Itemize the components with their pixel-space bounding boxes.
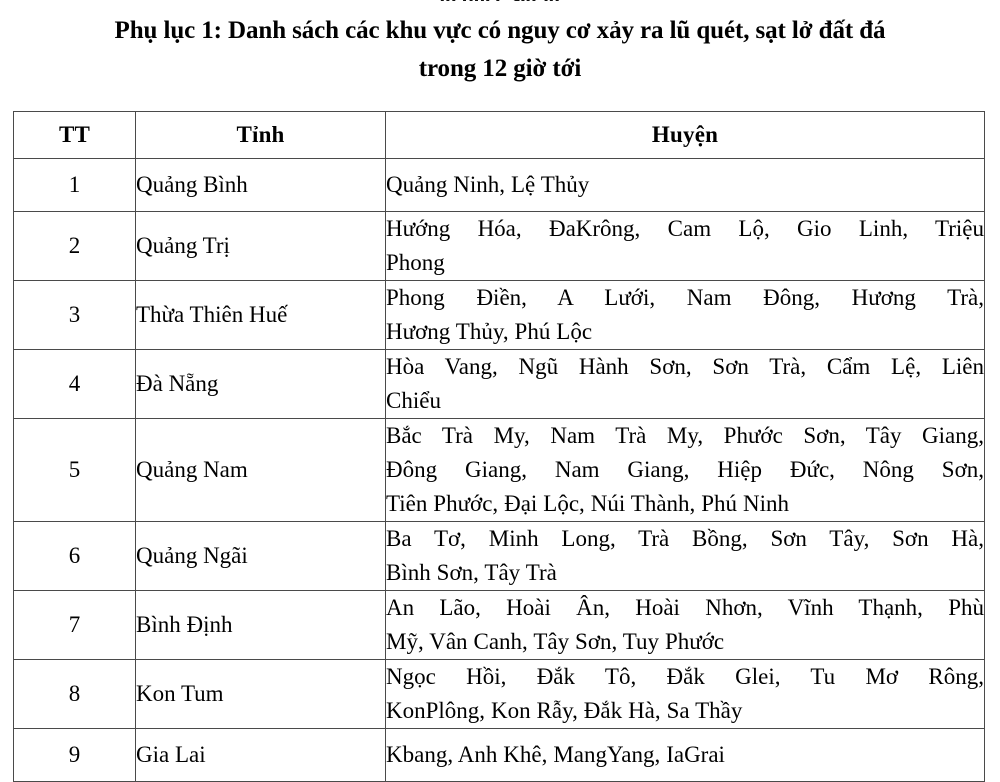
cell-index: 8: [14, 660, 136, 729]
cell-districts-line: Phong Điền, A Lưới, Nam Đông, Hương Trà,: [386, 285, 984, 310]
cell-province: Thừa Thiên Huế: [136, 281, 386, 350]
cell-province: Quảng Nam: [136, 419, 386, 522]
table-row: [14, 729, 985, 782]
cell-districts-line: Hướng Hóa, ĐaKrông, Cam Lộ, Gio Linh, Triệu: [386, 216, 984, 241]
cell-province: Đà Nẵng: [136, 350, 386, 419]
table-row: [14, 281, 985, 350]
cell-districts-line: Ngọc Hồi, Đắk Tô, Đắk Glei, Tu Mơ Rông,: [386, 664, 984, 689]
cell-districts-line: An Lão, Hoài Ân, Hoài Nhơn, Vĩnh Thạnh, Phù: [386, 595, 984, 620]
cell-districts-line: Bình Sơn, Tây Trà: [386, 560, 557, 585]
cell-districts: [386, 281, 985, 350]
table-body: [14, 159, 985, 782]
cell-districts: [386, 522, 985, 591]
risk-area-table: [13, 111, 985, 782]
cell-districts: [386, 660, 985, 729]
cell-index: 1: [14, 159, 136, 212]
page-title: [22, 12, 978, 88]
cell-province: Quảng Ngãi: [136, 522, 386, 591]
cell-province: Bình Định: [136, 591, 386, 660]
cell-districts: [386, 159, 985, 212]
clipped-header-line: [0, 0, 1000, 1]
cell-index: 9: [14, 729, 136, 782]
cell-districts-line: Hòa Vang, Ngũ Hành Sơn, Sơn Trà, Cẩm Lệ, Liên: [386, 354, 984, 379]
table-row: [14, 419, 985, 522]
cell-districts: [386, 729, 985, 782]
table-header: [14, 112, 985, 159]
cell-index: 3: [14, 281, 136, 350]
table-row: [14, 660, 985, 729]
cell-districts-line: Tiên Phước, Đại Lộc, Núi Thành, Phú Ninh: [386, 491, 789, 516]
cell-districts-line: Chiểu: [386, 388, 441, 413]
cell-districts-line: Phong: [386, 250, 445, 275]
cell-districts-line: Hương Thủy, Phú Lộc: [386, 319, 593, 344]
cell-province: Gia Lai: [136, 729, 386, 782]
cell-index: 5: [14, 419, 136, 522]
cell-districts: [386, 212, 985, 281]
cell-districts-line: Quảng Ninh, Lệ Thủy: [386, 172, 590, 197]
risk-table-container: [13, 111, 984, 782]
cell-province: Quảng Bình: [136, 159, 386, 212]
cell-districts-line: Bắc Trà My, Nam Trà My, Phước Sơn, Tây Giang,: [386, 423, 984, 448]
column-header-tt: TT: [14, 112, 136, 159]
cell-index: 2: [14, 212, 136, 281]
page-title-line-2: trong 12 giờ tới: [418, 55, 582, 82]
cell-districts: [386, 591, 985, 660]
cell-index: 6: [14, 522, 136, 591]
cell-index: 4: [14, 350, 136, 419]
table-row: [14, 350, 985, 419]
table-row: [14, 522, 985, 591]
table-row: [14, 159, 985, 212]
table-header-row: [14, 112, 985, 159]
column-header-huyen: Huyện: [386, 112, 985, 159]
cell-districts-line: Đông Giang, Nam Giang, Hiệp Đức, Nông Sơn,: [386, 457, 984, 482]
cell-districts-line: KonPlông, Kon Rẫy, Đắk Hà, Sa Thầy: [386, 698, 743, 723]
cell-districts: [386, 419, 985, 522]
table-row: [14, 212, 985, 281]
cell-province: Quảng Trị: [136, 212, 386, 281]
page-title-line-1: Phụ lục 1: Danh sách các khu vực có nguy cơ xảy ra lũ quét, sạt lở đất đá: [114, 17, 886, 44]
cell-index: 7: [14, 591, 136, 660]
cell-districts-line: Kbang, Anh Khê, MangYang, IaGrai: [386, 742, 725, 767]
table-row: [14, 591, 985, 660]
cell-districts-line: Ba Tơ, Minh Long, Trà Bồng, Sơn Tây, Sơn Hà,: [386, 526, 984, 551]
cell-districts-line: Mỹ, Vân Canh, Tây Sơn, Tuy Phước: [386, 629, 725, 654]
cell-districts: [386, 350, 985, 419]
column-header-tinh: Tỉnh: [136, 112, 386, 159]
cell-province: Kon Tum: [136, 660, 386, 729]
